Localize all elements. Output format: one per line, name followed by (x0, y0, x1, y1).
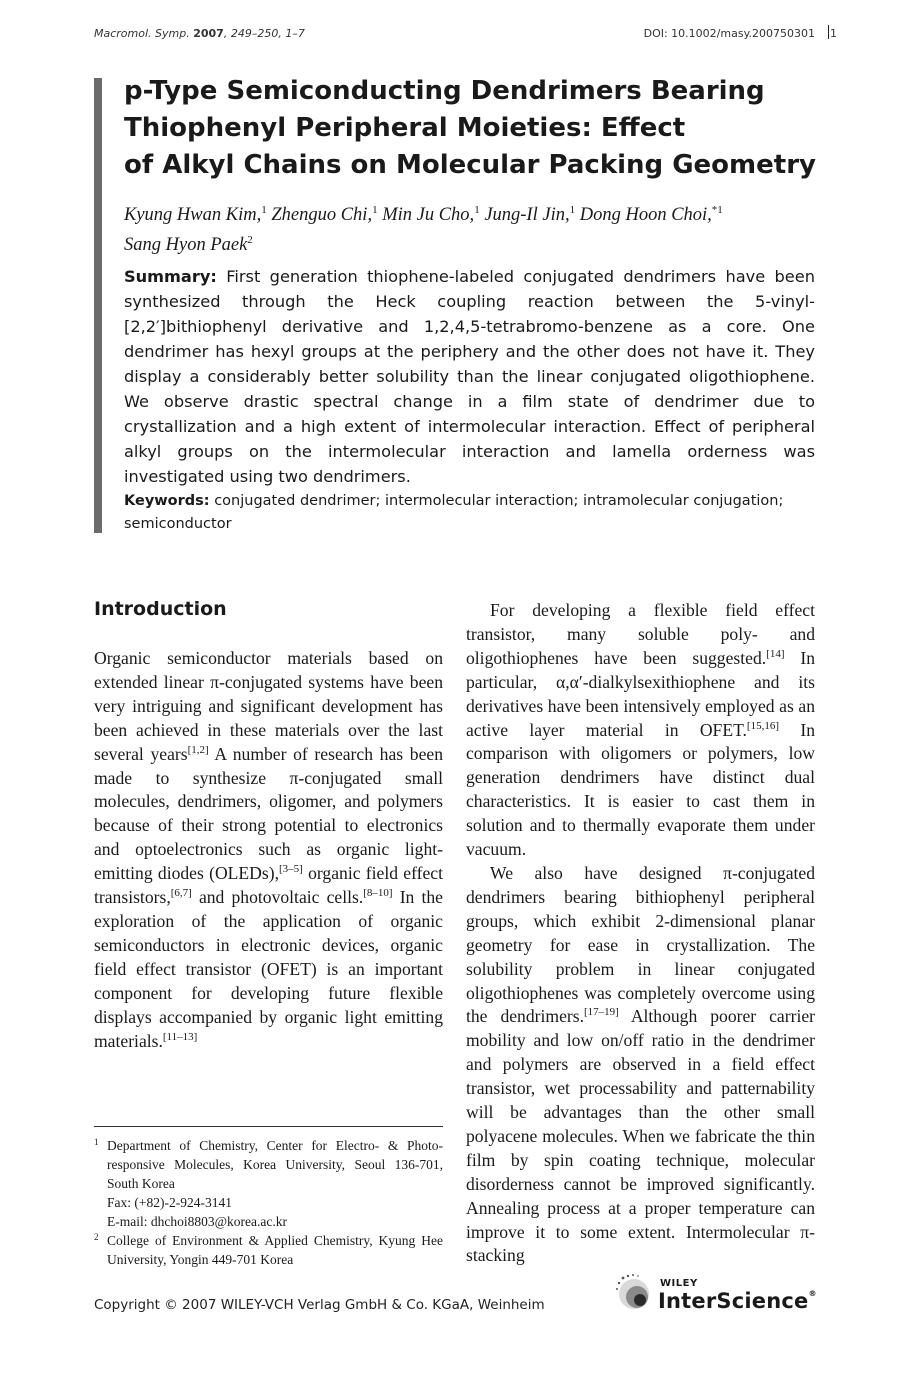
citation-ref[interactable]: [1,2] (187, 743, 209, 756)
author-affiliation-mark: 1 (372, 204, 378, 216)
keywords-text: conjugated dendrimer; intermolecular interaction; intramolecular conjugation; semiconductor (124, 493, 784, 532)
footnote-line: Fax: (+82)-2-924-3141 (107, 1195, 232, 1210)
author-name: Zhenguo Chi, (271, 205, 373, 226)
footnote-affiliation-2 (94, 1231, 443, 1269)
interscience-logo[interactable] (610, 1270, 820, 1316)
body-column-right (466, 599, 815, 1268)
author-name: Kyung Hwan Kim, (124, 205, 262, 226)
author-name: Sang Hyon Paek (124, 235, 248, 256)
citation-ref[interactable]: [3–5] (278, 863, 303, 876)
citation-ref[interactable]: [17–19] (584, 1006, 619, 1019)
citation-ref[interactable]: [14] (766, 647, 785, 660)
footnote-mark: 2 (94, 1232, 99, 1242)
abstract-side-bar (94, 78, 102, 533)
footnote-line: College of Environment & Applied Chemistry, Kyung Hee University, Yongin 449-701 Korea (107, 1233, 443, 1267)
author-affiliation-mark: 1 (569, 204, 576, 216)
page-number-divider (828, 25, 829, 39)
abstract-summary (124, 264, 815, 489)
keywords-label: Keywords: (124, 493, 210, 509)
logo-interscience-text: InterScience® (658, 1289, 817, 1313)
footnotes (94, 1136, 443, 1269)
page-number: 1 (830, 27, 837, 40)
body-paragraph: Organic semiconductor materials based on extended linear π-conjugated systems have been very intriguing and significant development has been achieved in these materials over the last several years[1,2] A number of research has been made to synthesize π-conjugated small molecules, dendrimers, oligomer, and polymers because of their strong potential to electronics and optoelectronics such as organic light-emitting diodes (OLEDs),[3–5] organic field effect transistors,[6,7] and photovoltaic cells.[8–10] In the exploration of the application of organic semiconductors in electronic devices, organic field effect transistor (OFET) is an important component for developing future flexible displays accompanied by organic light emitting materials.[11–13] (94, 648, 443, 1051)
author-affiliation-mark: *1 (711, 204, 723, 216)
interscience-globe-icon (614, 1272, 654, 1312)
citation-ref[interactable]: [6,7] (170, 887, 192, 900)
author-name: Jung-Il Jin, (484, 205, 570, 226)
author-name: Min Ju Cho, (382, 205, 475, 226)
title-line-2: Thiophenyl Peripheral Moieties: Effect (124, 113, 686, 143)
logo-wiley-text: WILEY (660, 1278, 698, 1289)
footnote-line: Department of Chemistry, Center for Electro- & Photo-responsive Molecules, Korea University, Seoul 136-701, South Korea (107, 1138, 443, 1191)
body-column-left (94, 647, 443, 1053)
paper-title (124, 73, 824, 184)
doi-link[interactable]: DOI: 10.1002/masy.200750301 (643, 27, 815, 40)
running-header (94, 25, 865, 45)
summary-label: Summary: (124, 267, 217, 286)
title-line-3: of Alkyl Chains on Molecular Packing Geometry (124, 150, 816, 180)
footnote-email[interactable]: E-mail: dhchoi8803@korea.ac.kr (107, 1214, 287, 1229)
author-list (124, 198, 824, 258)
section-heading-introduction: Introduction (94, 598, 227, 620)
citation-ref[interactable]: [11–13] (162, 1030, 198, 1043)
author-name: Dong Hoon Choi, (579, 205, 712, 226)
body-paragraph: We also have designed π-conjugated dendrimers bearing bithiophenyl peripheral groups, which exhibit 2-dimensional planar geometry for ease in crystallization. The solubility problem in linear conjugated oligothiophenes was completely overcome using the dendrimers.[17–19] Although poorer carrier mobility and low on/off ratio in the dendrimer and polymers are observed in a field effect transistor, wet processability and patternability will be advantages than the other small polyacene molecules. When we fabricate the thin film by spin coating technique, molecular disorderness cannot be improved significantly. Annealing process at a proper temperature can improve it to some extent. Intermolecular π-stacking (466, 862, 816, 1266)
title-line-1: p-Type Semiconducting Dendrimers Bearing (124, 76, 765, 106)
footnote-mark: 1 (94, 1137, 99, 1147)
copyright-notice: Copyright © 2007 WILEY-VCH Verlag GmbH & Co. KGaA, Weinheim (94, 1297, 545, 1313)
keywords-section (124, 490, 815, 536)
footnote-divider (94, 1126, 443, 1127)
citation-ref[interactable]: [8–10] (363, 887, 393, 900)
journal-citation: Macromol. Symp. 2007, 249–250, 1–7 (94, 27, 305, 40)
footnote-affiliation-1 (94, 1136, 443, 1231)
summary-text: First generation thiophene-labeled conjugated dendrimers have been synthesized through the Heck coupling reaction between the 5-vinyl-[2,2′]bithiophenyl derivative and 1,2,4,5-tetrabromo-benzene as a core. One dendrimer has hexyl groups at the periphery and the other does not have it. They display a considerably better solubility than the linear conjugated oligothiophene. We observe drastic spectral change in a film state of dendrimer due to crystallization and a high extent of intermolecular interaction. Effect of peripheral alkyl groups on the intermolecular interaction and lamella orderness was investigated using two dendrimers. (124, 267, 815, 486)
author-affiliation-mark: 2 (247, 234, 253, 247)
author-affiliation-mark: 1 (261, 204, 267, 216)
citation-ref[interactable]: [15,16] (746, 719, 779, 732)
author-affiliation-mark: 1 (474, 204, 480, 216)
body-paragraph: For developing a flexible field effect transistor, many soluble poly- and oligothiophenes have been suggested.[14] In particular, α,α′-dialkylsexithiophene and its derivatives have been intensively employed as an active layer material in OFET.[15,16] In comparison with oligomers or polymers, low generation dendrimers have distinct dual characteristics. It is easier to cast them in solution and to thermally evaporate them under vacuum. (466, 600, 815, 860)
